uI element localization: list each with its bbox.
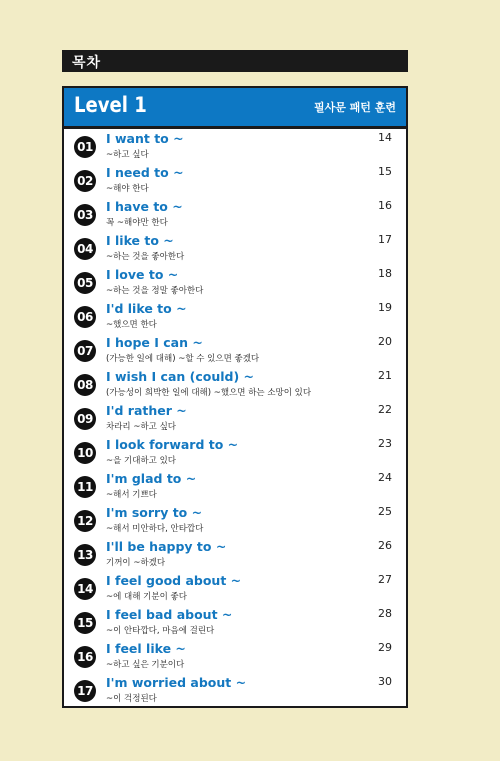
level-header bbox=[64, 88, 406, 129]
entry-number-badge: 09 bbox=[74, 408, 96, 430]
toc-entry[interactable] bbox=[64, 640, 406, 674]
entry-page-number: 28 bbox=[378, 607, 392, 620]
entry-number-badge: 05 bbox=[74, 272, 96, 294]
section-title-bar bbox=[62, 50, 408, 72]
entry-pattern: I feel good about ~ bbox=[106, 573, 242, 588]
entry-number-badge: 14 bbox=[74, 578, 96, 600]
entry-number-badge: 16 bbox=[74, 646, 96, 668]
entry-pattern: I'll be happy to ~ bbox=[106, 539, 227, 554]
entry-page-number: 19 bbox=[378, 301, 392, 314]
entry-pattern: I feel bad about ~ bbox=[106, 607, 233, 622]
entry-pattern: I'm sorry to ~ bbox=[106, 505, 203, 520]
entry-meaning: ~이 걱정된다 bbox=[106, 694, 157, 704]
entry-page-number: 17 bbox=[378, 233, 392, 246]
toc-entry[interactable] bbox=[64, 538, 406, 572]
entry-meaning: ~해서 기쁘다 bbox=[106, 490, 157, 500]
entry-meaning: ~이 안타깝다, 마음에 걸린다 bbox=[106, 626, 215, 636]
entry-page-number: 30 bbox=[378, 675, 392, 688]
entry-page-number: 24 bbox=[378, 471, 392, 484]
entry-pattern: I hope I can ~ bbox=[106, 335, 203, 350]
entry-page-number: 16 bbox=[378, 199, 392, 212]
entry-meaning: ~해서 미안하다, 안타깝다 bbox=[106, 524, 204, 534]
section-title: 목차 bbox=[72, 55, 102, 71]
toc-entry[interactable] bbox=[64, 232, 406, 266]
toc-entry[interactable] bbox=[64, 674, 406, 708]
entry-number-badge: 04 bbox=[74, 238, 96, 260]
entry-page-number: 14 bbox=[378, 131, 392, 144]
entry-number-badge: 07 bbox=[74, 340, 96, 362]
entry-page-number: 20 bbox=[378, 335, 392, 348]
toc-entry[interactable] bbox=[64, 402, 406, 436]
entry-page-number: 26 bbox=[378, 539, 392, 552]
entry-pattern: I wish I can (could) ~ bbox=[106, 369, 255, 384]
entry-number-badge: 10 bbox=[74, 442, 96, 464]
entry-number-badge: 12 bbox=[74, 510, 96, 532]
entry-meaning: ~하고 싶다 bbox=[106, 150, 149, 160]
entry-page-number: 29 bbox=[378, 641, 392, 654]
toc-card bbox=[62, 86, 408, 708]
toc-entry[interactable] bbox=[64, 470, 406, 504]
entry-pattern: I need to ~ bbox=[106, 165, 184, 180]
entry-pattern: I like to ~ bbox=[106, 233, 174, 248]
entry-pattern: I love to ~ bbox=[106, 267, 179, 282]
entry-number-badge: 06 bbox=[74, 306, 96, 328]
entry-meaning: (가능한 일에 대해) ~할 수 있으면 좋겠다 bbox=[106, 354, 260, 364]
entry-page-number: 25 bbox=[378, 505, 392, 518]
toc-entry[interactable] bbox=[64, 300, 406, 334]
entry-pattern: I'm glad to ~ bbox=[106, 471, 197, 486]
entry-page-number: 21 bbox=[378, 369, 392, 382]
entry-meaning: ~에 대해 기분이 좋다 bbox=[106, 592, 187, 602]
toc-entry[interactable] bbox=[64, 334, 406, 368]
entry-page-number: 15 bbox=[378, 165, 392, 178]
entry-meaning: ~하는 것을 좋아한다 bbox=[106, 252, 185, 262]
entry-number-badge: 17 bbox=[74, 680, 96, 702]
toc-entry[interactable] bbox=[64, 368, 406, 402]
entry-pattern: I feel like ~ bbox=[106, 641, 186, 656]
level-subtitle: 필사문 패턴 훈련 bbox=[313, 101, 396, 114]
entry-pattern: I want to ~ bbox=[106, 131, 184, 146]
entry-meaning: 차라리 ~하고 싶다 bbox=[106, 422, 177, 432]
entry-meaning: ~해야 한다 bbox=[106, 184, 149, 194]
entry-number-badge: 02 bbox=[74, 170, 96, 192]
toc-entry[interactable] bbox=[64, 130, 406, 164]
entry-meaning: ~했으면 한다 bbox=[106, 320, 157, 330]
toc-entry[interactable] bbox=[64, 606, 406, 640]
toc-entry[interactable] bbox=[64, 198, 406, 232]
entry-pattern: I'm worried about ~ bbox=[106, 675, 247, 690]
entry-page-number: 18 bbox=[378, 267, 392, 280]
entry-meaning: ~을 기대하고 있다 bbox=[106, 456, 177, 466]
entry-number-badge: 03 bbox=[74, 204, 96, 226]
toc-entry[interactable] bbox=[64, 436, 406, 470]
entry-meaning: (가능성이 희박한 일에 대해) ~했으면 하는 소망이 있다 bbox=[106, 388, 312, 398]
entry-page-number: 27 bbox=[378, 573, 392, 586]
entry-number-badge: 15 bbox=[74, 612, 96, 634]
entry-meaning: ~하는 것을 정말 좋아한다 bbox=[106, 286, 204, 296]
entry-number-badge: 11 bbox=[74, 476, 96, 498]
toc-entry[interactable] bbox=[64, 504, 406, 538]
toc-entry[interactable] bbox=[64, 572, 406, 606]
entry-number-badge: 01 bbox=[74, 136, 96, 158]
entry-pattern: I look forward to ~ bbox=[106, 437, 239, 452]
entry-meaning: 기꺼이 ~하겠다 bbox=[106, 558, 166, 568]
level-title: Level 1 bbox=[74, 93, 147, 117]
toc-entry[interactable] bbox=[64, 266, 406, 300]
entry-pattern: I have to ~ bbox=[106, 199, 183, 214]
entry-page-number: 22 bbox=[378, 403, 392, 416]
entry-meaning: 꼭 ~해야만 한다 bbox=[106, 218, 168, 228]
toc-entry[interactable] bbox=[64, 164, 406, 198]
entry-number-badge: 13 bbox=[74, 544, 96, 566]
entry-meaning: ~하고 싶은 기분이다 bbox=[106, 660, 185, 670]
entry-number-badge: 08 bbox=[74, 374, 96, 396]
entry-pattern: I'd like to ~ bbox=[106, 301, 187, 316]
entry-page-number: 23 bbox=[378, 437, 392, 450]
entry-pattern: I'd rather ~ bbox=[106, 403, 187, 418]
